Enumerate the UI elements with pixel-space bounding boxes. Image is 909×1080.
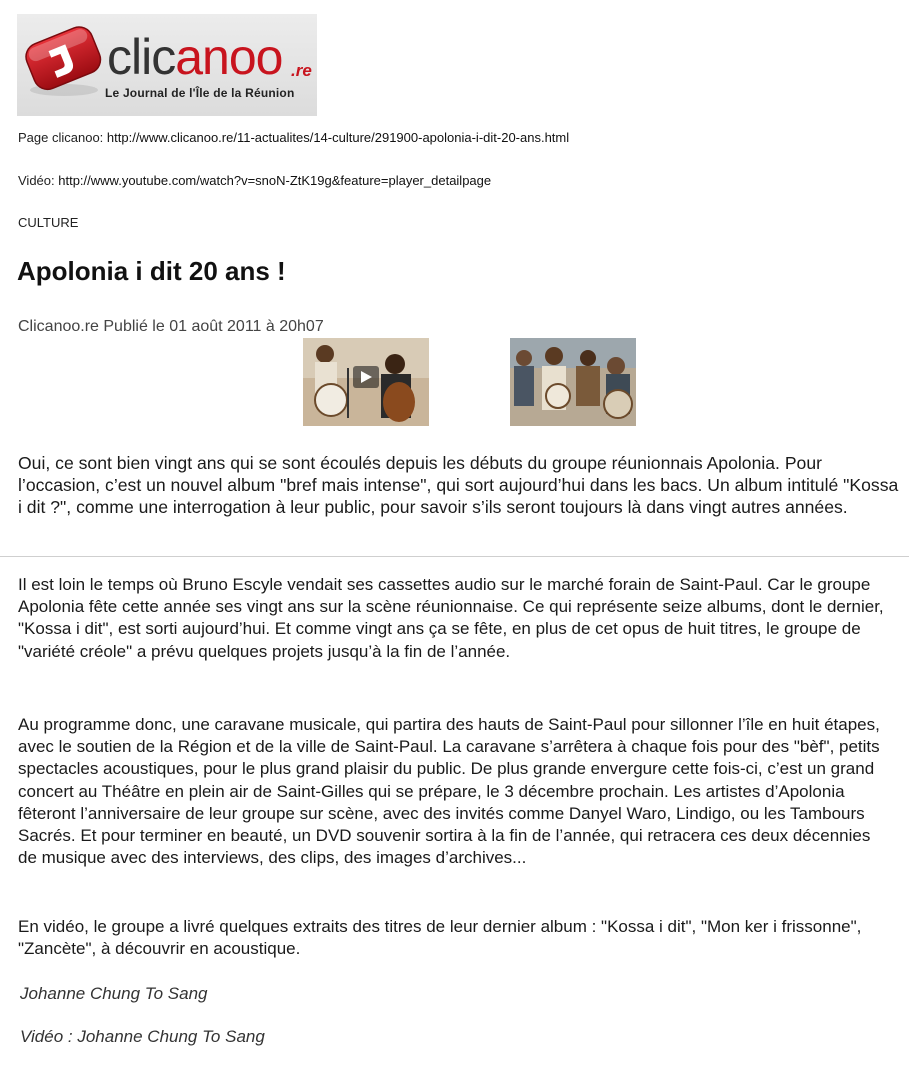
clicanoo-logo[interactable] — [17, 14, 317, 116]
section-label: CULTURE — [18, 215, 79, 230]
video-thumbnail-2[interactable] — [510, 338, 636, 426]
article-paragraph-2: Au programme donc, une caravane musicale, qui partira des hauts de Saint-Paul pour sillonner l’île en huit étapes, avec le soutien de la Région et de la ville de Saint-Paul. La caravane s’arrêtera à chaque fois pour des "bèf", petits spectacles acoustiques, pour le plus grand plaisir du public. De plus grande envergure cette fois-ci, c’est un grand concert au Théâtre en plein air de Saint-Gilles qui se prépare, le 3 décembre prochain. Les artistes d’Apolonia fêteront l’anniversaire de leur groupe sur scène, avec des invités comme Danyel Waro, Lindigo, ou les Tambours Sacrés. Et pour terminer en beauté, un DVD souvenir sortira à la fin de l’année, qui retracera ces deux décennies de musique avec des interviews, des clips, des images d’archives... — [18, 715, 880, 868]
video-link-label: Vidéo: — [18, 173, 59, 188]
clicanoo-logo-mark-icon — [19, 20, 109, 100]
logo-tld: .re — [291, 61, 312, 80]
page-link-line — [18, 130, 569, 145]
section-divider — [0, 556, 909, 557]
logo-tagline: Le Journal de l'Île de la Réunion — [105, 86, 295, 100]
video-link-line — [18, 173, 491, 188]
article-lead: Oui, ce sont bien vingt ans qui se sont écoulés depuis les débuts du groupe réunionnais Apolonia. Pour l’occasion, c’est un nouvel album "bref mais intense", qui sort aujourd’hui dans les bacs. Un album intitulé "Kossa i dit ?", comme une interrogation à leur public, pour savoir s’ils seront toujours là dans vingt autres années. — [18, 453, 899, 517]
page-link-url[interactable]: http://www.clicanoo.re/11-actualites/14-culture/291900-apolonia-i-dit-20-ans.html — [106, 130, 570, 145]
logo-wordmark: clicanoo — [107, 29, 283, 85]
video-credit: Vidéo : Johanne Chung To Sang — [20, 1027, 265, 1046]
page-link-label: Page clicanoo: — [18, 130, 107, 145]
article-title: Apolonia i dit 20 ans ! — [17, 256, 286, 286]
article-paragraph-3: En vidéo, le groupe a livré quelques extraits des titres de leur dernier album : "Kossa i dit", "Mon ker i frissonne", "Zancète", à découvrir en acoustique. — [18, 917, 862, 959]
author-credit: Johanne Chung To Sang — [20, 984, 208, 1003]
video-link-url[interactable]: http://www.youtube.com/watch?v=snoN-ZtK19g&feature=player_detailpage — [58, 173, 492, 188]
article-paragraph-1: Il est loin le temps où Bruno Escyle vendait ses cassettes audio sur le marché forain de Saint-Paul. Car le groupe Apolonia fête cette année ses vingt ans sur la scène réunionnaise. Ce qui représente seize albums, dont le dernier, "Kossa i dit", est sorti aujourd’hui. Et comme vingt ans ça se fête, en plus de cet opus de huit titres, le groupe de "variété créole" a prévu quelques projets jusqu’à la fin de l’année. — [18, 575, 884, 661]
video-thumbnail-1[interactable] — [303, 338, 429, 426]
article-byline: Clicanoo.re Publié le 01 août 2011 à 20h07 — [18, 318, 324, 335]
